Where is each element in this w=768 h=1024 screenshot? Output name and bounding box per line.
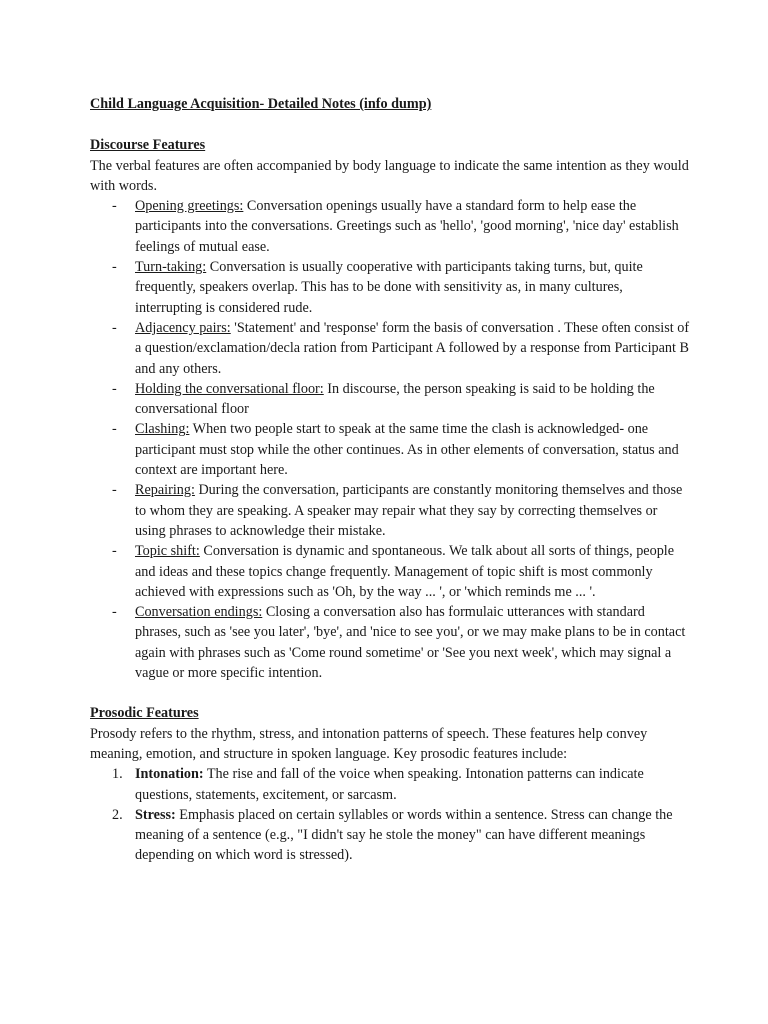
dash-bullet: - [112, 543, 117, 560]
feature-description: Conversation is dynamic and spontaneous. We talk about all sorts of things, people and ideas and these topics change frequently. Management of topic shift is most commonly achieved with expressions such as 'Oh, by the way ... ', or 'which reminds me ... '. [135, 543, 675, 600]
feature-term: Conversation endings: [135, 604, 263, 621]
list-item [90, 541, 690, 602]
list-item [90, 257, 690, 318]
feature-term: Adjacency pairs: [135, 319, 231, 336]
dash-bullet: - [112, 482, 117, 499]
list-item [90, 419, 690, 480]
list-item [90, 318, 690, 379]
list-item [90, 480, 690, 541]
feature-description: In discourse, the person speaking is said to be holding the conversational floor [135, 380, 655, 418]
feature-term: Intonation: [135, 766, 204, 783]
dash-bullet: - [112, 319, 117, 336]
section-heading-prosodic: Prosodic Features [90, 705, 199, 722]
list-item [90, 805, 690, 866]
list-item [90, 602, 690, 683]
dash-bullet: - [112, 604, 117, 621]
feature-description: Conversation is usually cooperative with participants taking turns, but, quite frequently, speakers overlap. This has to be done with sensitivity as, in many cultures, interrupting is considered rude. [135, 259, 643, 316]
list-number: 1. [112, 766, 123, 783]
feature-term: Opening greetings: [135, 198, 244, 215]
feature-description: During the conversation, participants are constantly monitoring themselves and those to whom they are speaking. A speaker may repair what they say by correcting themselves or using phrases to acknowledge their mistake. [135, 482, 683, 539]
dash-bullet: - [112, 259, 117, 276]
feature-term: Clashing: [135, 421, 190, 438]
feature-description: Emphasis placed on certain syllables or words within a sentence. Stress can change the meaning of a sentence (e.g., "I didn't say he stole the money" can have different meanings depending on which word is stressed). [135, 806, 673, 864]
list-item [90, 379, 690, 420]
feature-description: The rise and fall of the voice when speaking. Intonation patterns can indicate questions, statements, excitement, or sarcasm. [135, 766, 644, 803]
feature-term: Holding the conversational floor: [135, 380, 324, 397]
feature-description: Conversation openings usually have a standard form to help ease the participants into the conversations. Greetings such as 'hello', 'good morning', 'nice day' establish feelings of mutual ease. [135, 198, 679, 255]
feature-description: 'Statement' and 'response' form the basis of conversation . These often consist of a question/exclamation/decla ration from Participant A followed by a response from Participant B and any others. [135, 319, 690, 377]
dash-bullet: - [112, 198, 117, 215]
feature-term: Turn-taking: [135, 259, 207, 276]
prosodic-intro: Prosody refers to the rhythm, stress, and intonation patterns of speech. These features help convey meaning, emotion, and structure in spoken language. Key prosodic features include: [90, 725, 648, 762]
discourse-intro: The verbal features are often accompanied by body language to indicate the same intention as they would with words. [90, 157, 689, 194]
spacer [90, 114, 690, 135]
section-heading-discourse: Discourse Features [90, 137, 206, 154]
feature-description: Closing a conversation also has formulaic utterances with standard phrases, such as 'see you later', 'bye', and 'nice to see you', or we may make plans to be in contact again with phrases such as 'Come round sometime' or 'See you next week', which may signal a vague or more specific intention. [135, 604, 686, 682]
list-item [90, 196, 690, 257]
prosodic-feature-list [90, 764, 690, 865]
dash-bullet: - [112, 421, 117, 438]
dash-bullet: - [112, 380, 117, 397]
feature-term: Topic shift: [135, 543, 200, 560]
spacer [90, 683, 690, 703]
feature-term: Repairing: [135, 482, 195, 499]
list-item [90, 764, 690, 805]
list-number: 2. [112, 806, 123, 823]
feature-term: Stress: [135, 806, 176, 823]
document-title: Child Language Acquisition- Detailed Notes (info dump) [90, 96, 432, 112]
discourse-feature-list [90, 196, 690, 683]
feature-description: When two people start to speak at the same time the clash is acknowledged- one participant must stop while the other continues. As in other elements of conversation, status and context are important here. [135, 421, 679, 479]
document-page [90, 94, 690, 866]
